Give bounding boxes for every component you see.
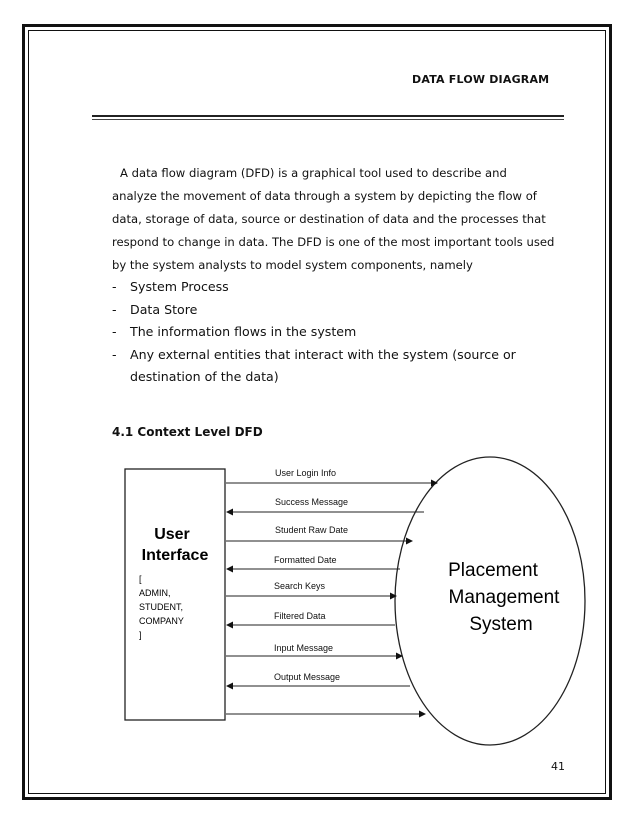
entity-title-line1: User	[154, 526, 190, 543]
bullet-dash: -	[112, 324, 117, 339]
bullet-dash: -	[112, 346, 117, 362]
bullet-dash: -	[112, 279, 117, 294]
flow-label: User Login Info	[275, 468, 337, 478]
bullet-dash: -	[112, 301, 117, 317]
page-header-title: DATA FLOW DIAGRAM	[412, 73, 550, 86]
intro-line: data, storage of data, source or destination of data and the processes that	[112, 212, 546, 226]
list-item-text: System Process	[130, 279, 229, 294]
process-label-line3: System	[469, 614, 533, 635]
list-item-text: Data Store	[130, 301, 198, 317]
intro-line: analyze the movement of data through a system by depicting the flow of	[112, 189, 537, 203]
entity-role: ADMIN,	[139, 588, 171, 598]
flow-label: Output Message	[274, 672, 341, 682]
intro-line: respond to change in data. The DFD is one of the most important tools used	[112, 235, 555, 249]
entity-role: [	[139, 574, 142, 584]
list-item-text: Any external entities that interact with the system (source or destination of the data)	[130, 346, 516, 384]
intro-line: by the system analysts to model system components, namely	[112, 258, 473, 272]
flow-label: Input Message	[274, 643, 334, 653]
flow-label: Search Keys	[274, 581, 326, 591]
entity-title-line2: Interface	[141, 547, 209, 564]
intro-line: A data flow diagram (DFD) is a graphical tool used to describe and	[120, 166, 507, 180]
list-item-text: The information flows in the system	[130, 324, 357, 339]
process-label-line2: Management	[448, 587, 560, 608]
process-label-line1: Placement	[448, 560, 538, 581]
page-number: 41	[551, 760, 565, 773]
entity-role: COMPANY	[139, 616, 184, 626]
flow-label: Student Raw Date	[275, 525, 349, 535]
flow-label: Success Message	[275, 497, 349, 507]
flow-label: Formatted Date	[274, 555, 337, 565]
section-heading: 4.1 Context Level DFD	[112, 425, 263, 439]
entity-role: ]	[139, 630, 142, 640]
entity-role: STUDENT,	[139, 602, 184, 612]
flow-label: Filtered Data	[274, 611, 326, 621]
